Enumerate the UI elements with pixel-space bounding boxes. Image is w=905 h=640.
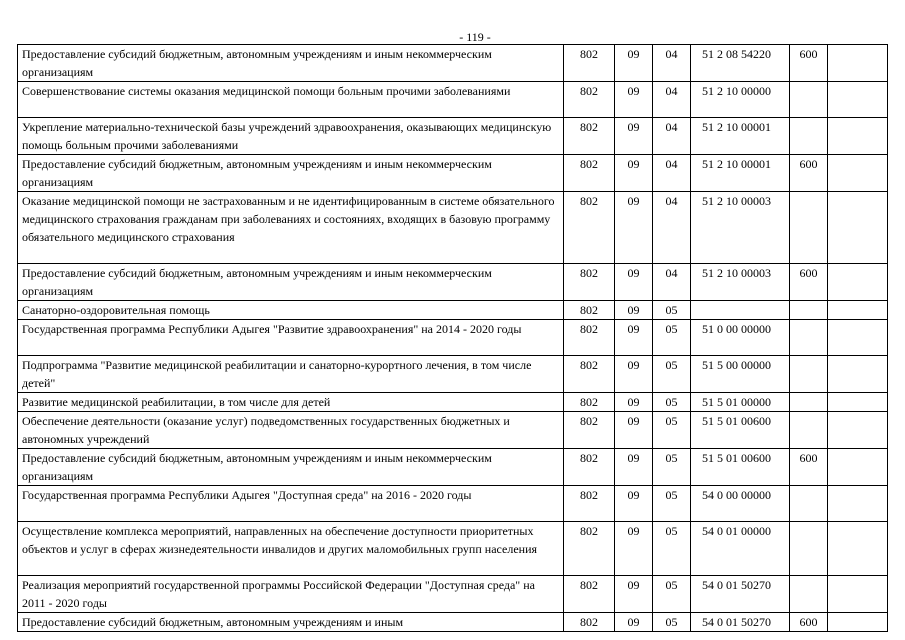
cell-subsection-code: 05 [653, 449, 691, 486]
cell-item-name: Подпрограмма "Развитие медицинской реабилитации и санаторно-курортного лечения, в том числе детей" [18, 356, 564, 393]
cell-expense-type [790, 320, 828, 356]
cell-amount [828, 486, 888, 522]
cell-amount [828, 576, 888, 613]
cell-ministry-code: 802 [564, 486, 615, 522]
cell-section-code: 09 [615, 522, 653, 576]
cell-item-name: Укрепление материально-технической базы учреждений здравоохранения, оказывающих медицинскую помощь больным прочими заболеваниями [18, 118, 564, 155]
cell-target-article: 51 5 01 00000 [691, 393, 790, 412]
cell-item-name: Предоставление субсидий бюджетным, автономным учреждениям и иным некоммерческим организациям [18, 155, 564, 192]
cell-expense-type [790, 412, 828, 449]
cell-item-name: Оказание медицинской помощи не застрахованным и не идентифицированным в системе обязательного медицинского страхования гражданам при заболеваниях и состояниях, входящих в базовую программу обязательного медицинского страхования [18, 192, 564, 264]
cell-expense-type [790, 82, 828, 118]
cell-expense-type: 600 [790, 155, 828, 192]
cell-ministry-code: 802 [564, 155, 615, 192]
cell-amount [828, 393, 888, 412]
table-row [18, 264, 888, 301]
cell-amount [828, 192, 888, 264]
cell-amount [828, 356, 888, 393]
cell-subsection-code: 05 [653, 356, 691, 393]
cell-expense-type: 600 [790, 45, 828, 82]
page-number: - 119 - [459, 30, 491, 44]
cell-subsection-code: 05 [653, 576, 691, 613]
cell-ministry-code: 802 [564, 393, 615, 412]
table-row [18, 449, 888, 486]
cell-expense-type [790, 486, 828, 522]
cell-item-name: Государственная программа Республики Адыгея "Доступная среда" на 2016 - 2020 годы [18, 486, 564, 522]
cell-expense-type [790, 118, 828, 155]
cell-ministry-code: 802 [564, 576, 615, 613]
cell-subsection-code: 05 [653, 412, 691, 449]
cell-section-code: 09 [615, 45, 653, 82]
cell-section-code: 09 [615, 412, 653, 449]
cell-amount [828, 82, 888, 118]
cell-subsection-code: 04 [653, 118, 691, 155]
cell-target-article: 54 0 01 00000 [691, 522, 790, 576]
cell-section-code: 09 [615, 118, 653, 155]
cell-expense-type [790, 393, 828, 412]
budget-table [17, 44, 888, 632]
cell-amount [828, 449, 888, 486]
table-row [18, 155, 888, 192]
cell-item-name: Совершенствование системы оказания медицинской помощи больным прочими заболеваниями [18, 82, 564, 118]
cell-item-name: Обеспечение деятельности (оказание услуг) подведомственных государственных бюджетных и автономных учреждений [18, 412, 564, 449]
cell-expense-type: 600 [790, 264, 828, 301]
cell-expense-type [790, 301, 828, 320]
cell-section-code: 09 [615, 155, 653, 192]
cell-target-article [691, 301, 790, 320]
cell-item-name: Предоставление субсидий бюджетным, автономным учреждениям и иным [18, 613, 564, 632]
cell-section-code: 09 [615, 192, 653, 264]
cell-amount [828, 522, 888, 576]
table-row [18, 576, 888, 613]
cell-ministry-code: 802 [564, 412, 615, 449]
cell-ministry-code: 802 [564, 45, 615, 82]
cell-item-name: Предоставление субсидий бюджетным, автономным учреждениям и иным некоммерческим организациям [18, 264, 564, 301]
cell-expense-type: 600 [790, 449, 828, 486]
cell-target-article: 51 5 01 00600 [691, 449, 790, 486]
cell-ministry-code: 802 [564, 449, 615, 486]
cell-section-code: 09 [615, 576, 653, 613]
cell-subsection-code: 04 [653, 82, 691, 118]
cell-section-code: 09 [615, 301, 653, 320]
cell-amount [828, 264, 888, 301]
cell-amount [828, 155, 888, 192]
table-row [18, 118, 888, 155]
cell-ministry-code: 802 [564, 118, 615, 155]
cell-subsection-code: 05 [653, 301, 691, 320]
cell-expense-type [790, 576, 828, 613]
cell-expense-type [790, 522, 828, 576]
cell-target-article: 51 2 10 00001 [691, 118, 790, 155]
cell-subsection-code: 05 [653, 486, 691, 522]
cell-ministry-code: 802 [564, 192, 615, 264]
cell-amount [828, 412, 888, 449]
table-row [18, 192, 888, 264]
cell-subsection-code: 04 [653, 45, 691, 82]
cell-amount [828, 45, 888, 82]
table-row [18, 486, 888, 522]
cell-target-article: 51 2 10 00001 [691, 155, 790, 192]
cell-item-name: Реализация мероприятий государственной программы Российской Федерации "Доступная среда" на 2011 - 2020 годы [18, 576, 564, 613]
table-row [18, 412, 888, 449]
cell-target-article: 51 0 00 00000 [691, 320, 790, 356]
cell-section-code: 09 [615, 613, 653, 632]
table-row [18, 393, 888, 412]
cell-amount [828, 301, 888, 320]
cell-ministry-code: 802 [564, 613, 615, 632]
table-row [18, 45, 888, 82]
cell-target-article: 51 5 00 00000 [691, 356, 790, 393]
cell-subsection-code: 05 [653, 320, 691, 356]
table-row [18, 301, 888, 320]
cell-section-code: 09 [615, 264, 653, 301]
table-row [18, 522, 888, 576]
cell-item-name: Санаторно-оздоровительная помощь [18, 301, 564, 320]
cell-item-name: Предоставление субсидий бюджетным, автономным учреждениям и иным некоммерческим организациям [18, 449, 564, 486]
cell-ministry-code: 802 [564, 301, 615, 320]
cell-amount [828, 118, 888, 155]
cell-section-code: 09 [615, 82, 653, 118]
cell-item-name: Предоставление субсидий бюджетным, автономным учреждениям и иным некоммерческим организациям [18, 45, 564, 82]
table-row [18, 82, 888, 118]
cell-target-article: 51 5 01 00600 [691, 412, 790, 449]
cell-subsection-code: 04 [653, 155, 691, 192]
cell-section-code: 09 [615, 320, 653, 356]
cell-target-article: 51 2 10 00000 [691, 82, 790, 118]
cell-target-article: 51 2 08 54220 [691, 45, 790, 82]
cell-expense-type [790, 356, 828, 393]
cell-subsection-code: 05 [653, 393, 691, 412]
table-row [18, 320, 888, 356]
cell-expense-type: 600 [790, 613, 828, 632]
cell-target-article: 54 0 01 50270 [691, 576, 790, 613]
cell-item-name: Осуществление комплекса мероприятий, направленных на обеспечение доступности приоритетных объектов и услуг в сферах жизнедеятельности инвалидов и других маломобильных групп населения [18, 522, 564, 576]
cell-target-article: 51 2 10 00003 [691, 192, 790, 264]
cell-ministry-code: 802 [564, 522, 615, 576]
cell-subsection-code: 05 [653, 613, 691, 632]
cell-subsection-code: 05 [653, 522, 691, 576]
cell-section-code: 09 [615, 486, 653, 522]
table-row [18, 613, 888, 632]
cell-subsection-code: 04 [653, 264, 691, 301]
cell-amount [828, 320, 888, 356]
cell-amount [828, 613, 888, 632]
cell-ministry-code: 802 [564, 320, 615, 356]
cell-section-code: 09 [615, 393, 653, 412]
cell-section-code: 09 [615, 449, 653, 486]
cell-section-code: 09 [615, 356, 653, 393]
cell-subsection-code: 04 [653, 192, 691, 264]
cell-item-name: Государственная программа Республики Адыгея "Развитие здравоохранения" на 2014 - 2020 годы [18, 320, 564, 356]
cell-expense-type [790, 192, 828, 264]
cell-item-name: Развитие медицинской реабилитации, в том числе для детей [18, 393, 564, 412]
cell-target-article: 54 0 00 00000 [691, 486, 790, 522]
cell-ministry-code: 802 [564, 264, 615, 301]
cell-target-article: 51 2 10 00003 [691, 264, 790, 301]
cell-target-article: 54 0 01 50270 [691, 613, 790, 632]
cell-ministry-code: 802 [564, 82, 615, 118]
table-row [18, 356, 888, 393]
cell-ministry-code: 802 [564, 356, 615, 393]
